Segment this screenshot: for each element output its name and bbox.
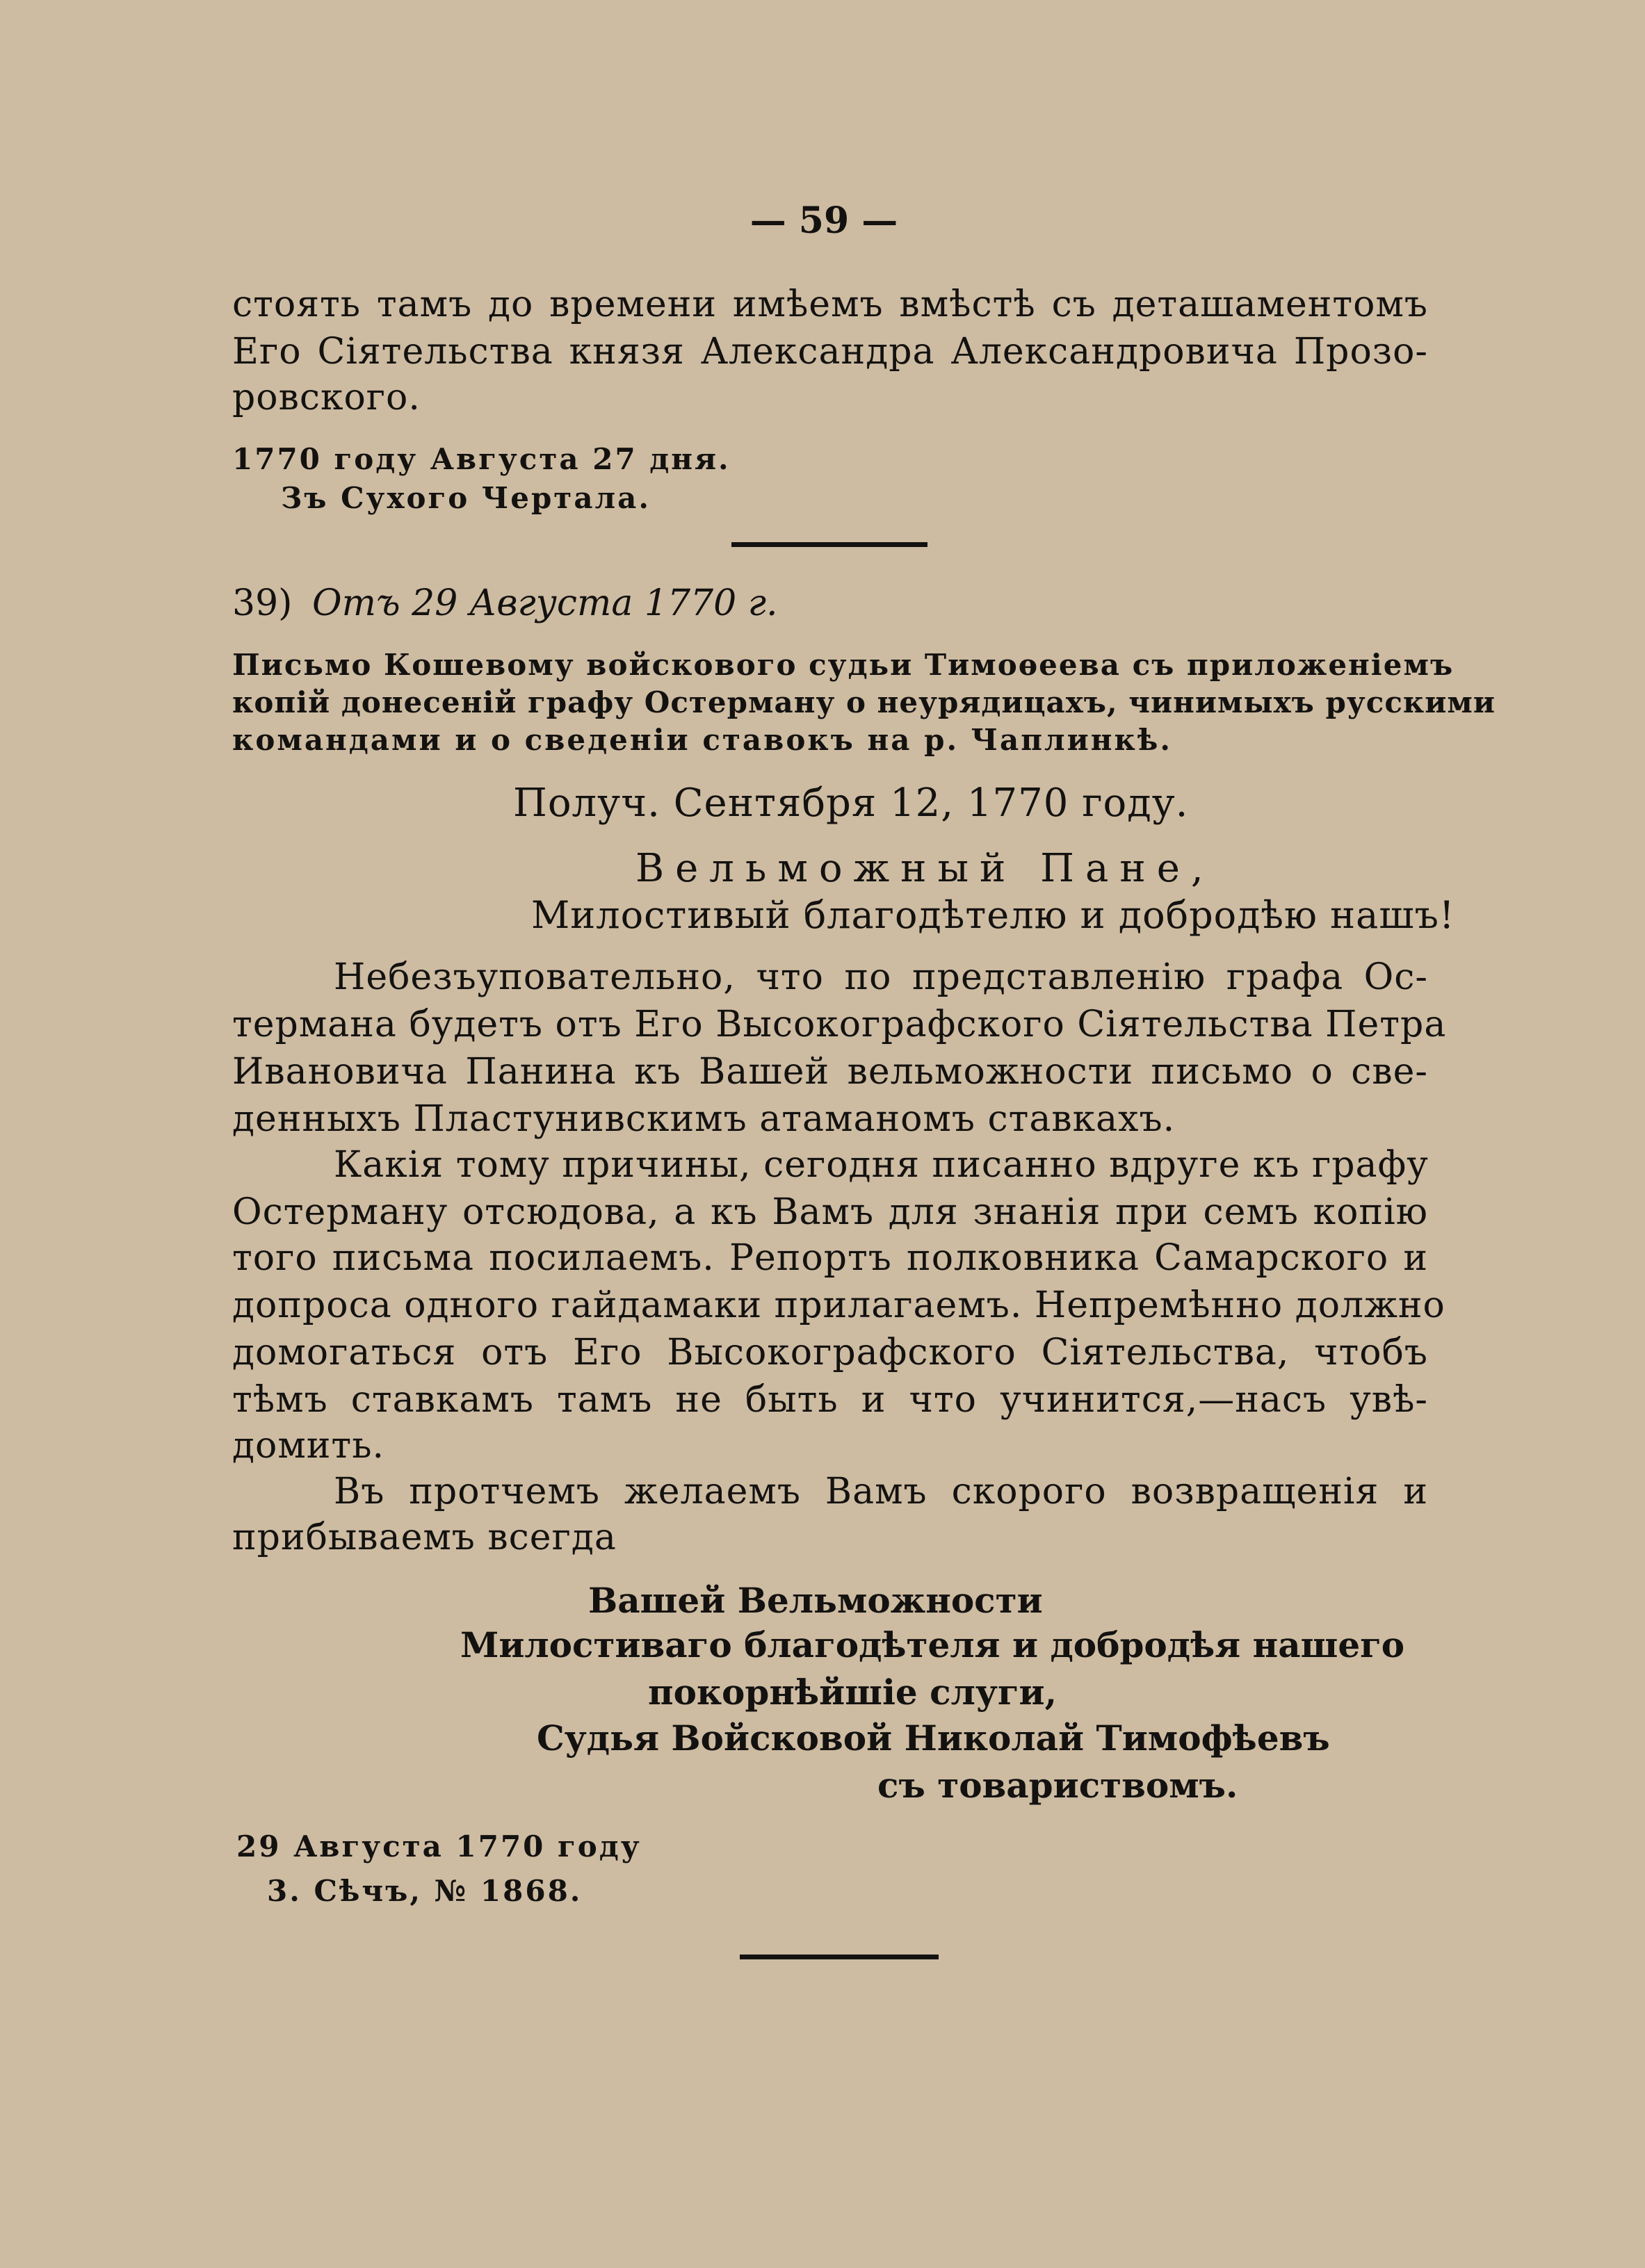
paragraph-line: Какія тому причины, сегодня писанно вдруге къ графу bbox=[334, 1144, 1429, 1186]
text-line: ровского. bbox=[232, 377, 421, 418]
paragraph-line: домить. bbox=[232, 1425, 385, 1467]
intro-place: Зъ Сухого Чертала. bbox=[281, 481, 651, 515]
received-note: Получ. Сентября 12, 1770 году. bbox=[513, 781, 1189, 826]
signature-name: Судья Войсковой Николай Тимофѣевъ bbox=[537, 1718, 1330, 1759]
closing-line: Вашей Вельможности bbox=[588, 1580, 1043, 1621]
intro-date: 1770 году Августа 27 дня. bbox=[232, 442, 731, 476]
salutation: Милостивый благодѣтелю и добродѣю нашъ! bbox=[531, 893, 1455, 937]
separator-rule bbox=[731, 542, 927, 547]
summary-line: командами и о сведеніи ставокъ на р. Чаплинкѣ. bbox=[232, 723, 1172, 757]
page-number: — 59 — bbox=[749, 199, 898, 242]
document-place: 3. Сѣчъ, № 1868. bbox=[267, 1874, 583, 1908]
salutation: Вельможный Пане, bbox=[635, 846, 1215, 891]
paragraph-line: денныхъ Пластунивскимъ атаманомъ ставкахъ. bbox=[232, 1098, 1176, 1140]
paragraph-line: тѣмъ ставкамъ тамъ не быть и что учинится,—насъ увѣ- bbox=[232, 1379, 1428, 1421]
paragraph-line: прибываемъ всегда bbox=[232, 1517, 617, 1558]
paragraph-line: Ивановича Панина къ Вашей вельможности письмо о све- bbox=[232, 1051, 1428, 1093]
document-title: Отъ 29 Августа 1770 г. bbox=[312, 582, 778, 624]
closing-line: Милостиваго благодѣтеля и добродѣя нашего bbox=[460, 1624, 1405, 1665]
closing-line: покорнѣйшіе слуги, bbox=[648, 1672, 1057, 1713]
document-number: 39) bbox=[232, 582, 293, 624]
paragraph-line: термана будетъ отъ Его Высокографского Сіятельства Петра bbox=[232, 1004, 1447, 1045]
paragraph-line: допроса одного гайдамаки прилагаемъ. Непремѣнно должно bbox=[232, 1284, 1445, 1326]
text-line: стоять тамъ до времени имѣемъ вмѣстѣ съ деташаментомъ bbox=[232, 284, 1428, 325]
paragraph-line: Въ протчемъ желаемъ Вамъ скорого возвращенія и bbox=[334, 1471, 1428, 1512]
paragraph-line: того письма посилаемъ. Репортъ полковника Самарского и bbox=[232, 1237, 1428, 1279]
bottom-rule bbox=[740, 1955, 939, 1959]
closing-line: съ товариствомъ. bbox=[877, 1765, 1238, 1806]
paragraph-line: Остерману отсюдова, а къ Вамъ для знанія при семъ копію bbox=[232, 1191, 1428, 1233]
summary-line: Письмо Кошевому войскового судьи Тимоѳеева съ приложеніемъ bbox=[232, 648, 1454, 682]
paragraph-line: Небезъуповательно, что по представленію графа Ос- bbox=[334, 956, 1428, 998]
paragraph-line: домогаться отъ Его Высокографского Сіятельства, чтобъ bbox=[232, 1332, 1428, 1373]
document-date: 29 Августа 1770 году bbox=[236, 1829, 642, 1863]
text-line: Его Сіятельства князя Александра Александровича Прозо- bbox=[232, 331, 1428, 373]
document-heading bbox=[232, 582, 778, 624]
summary-line: копій донесеній графу Остерману о неурядицахъ, чинимыхъ русскими bbox=[232, 685, 1496, 719]
